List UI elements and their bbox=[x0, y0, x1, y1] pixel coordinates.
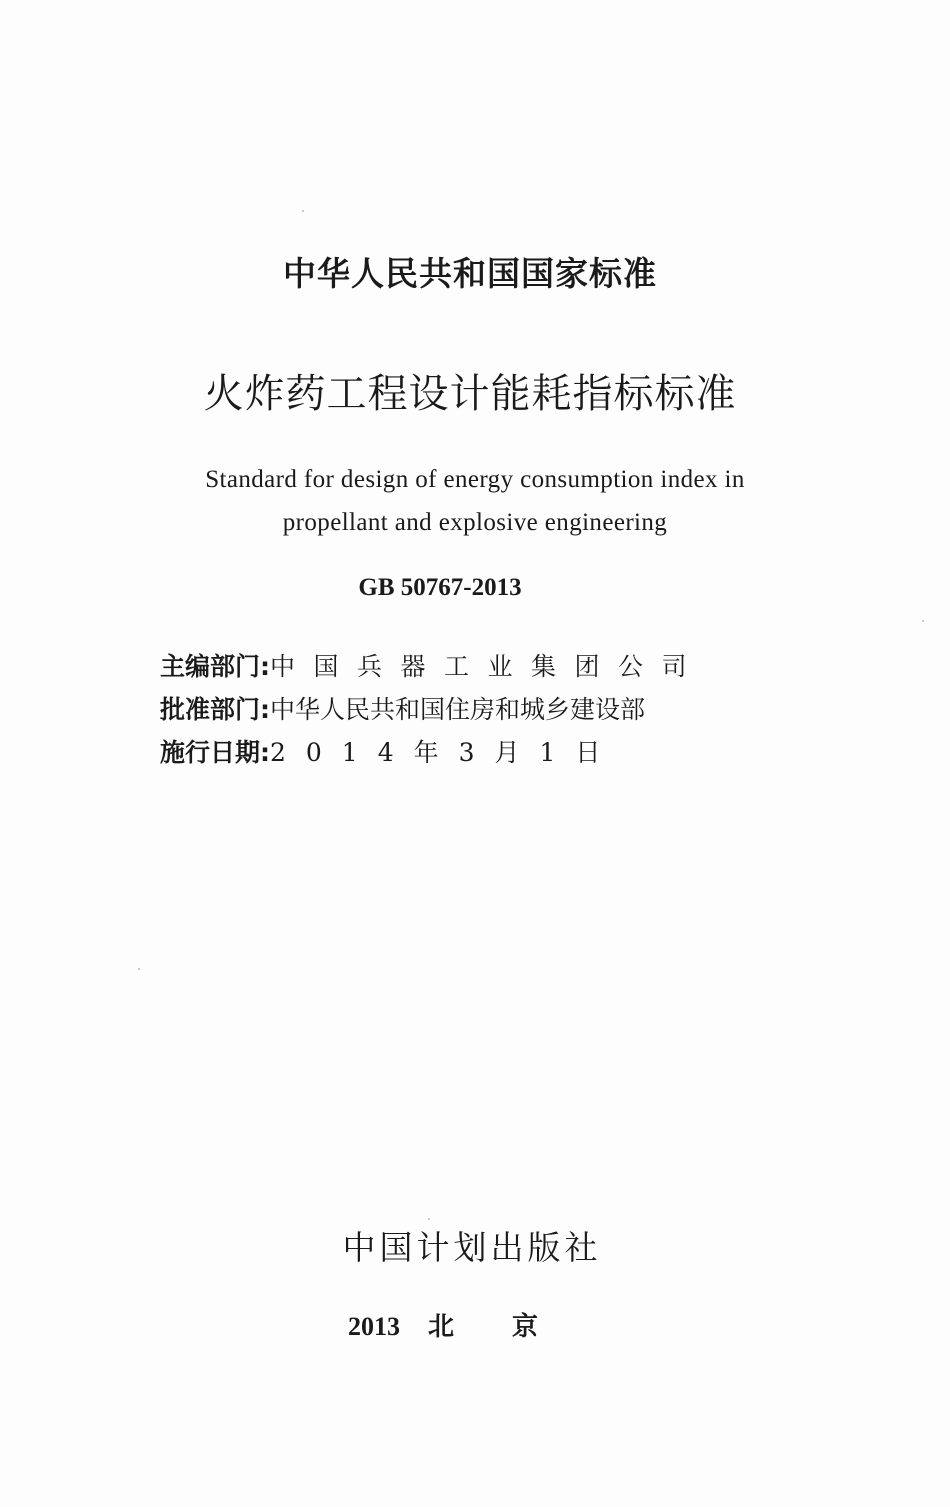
editor-department-label: 主编部门: bbox=[160, 652, 270, 681]
approval-department-row bbox=[160, 688, 645, 728]
scan-speck bbox=[302, 210, 304, 212]
publication-city-second-char: 京 bbox=[512, 1312, 539, 1342]
english-title-line-2: propellant and explosive engineering bbox=[282, 509, 668, 536]
standard-code: GB 50767-2013 bbox=[358, 574, 522, 601]
editor-department-value: 中国兵器工业集团公司 bbox=[270, 652, 706, 681]
english-title bbox=[0, 458, 950, 544]
english-title-line-1: Standard for design of energy consumption index in bbox=[205, 466, 745, 493]
effective-date-label: 施行日期: bbox=[160, 738, 270, 767]
chinese-title: 火炸药工程设计能耗指标标准 bbox=[203, 371, 737, 417]
national-standard-heading: 中华人民共和国国家标准 bbox=[283, 254, 657, 293]
approval-department-value: 中华人民共和国住房和城乡建设部 bbox=[270, 695, 646, 724]
scan-speck bbox=[922, 620, 924, 622]
scan-speck bbox=[138, 968, 140, 970]
publisher-name: 中国计划出版社 bbox=[342, 1228, 602, 1267]
effective-date-value: 2014年3月1日 bbox=[270, 738, 621, 767]
scan-speck bbox=[428, 1218, 430, 1220]
approval-department-label: 批准部门: bbox=[160, 695, 270, 724]
publication-year: 2013 bbox=[347, 1312, 400, 1341]
editor-department-row bbox=[160, 645, 705, 685]
publication-city-first-char: 北 bbox=[427, 1312, 454, 1342]
effective-date-row bbox=[160, 731, 620, 771]
publication-imprint bbox=[0, 1306, 918, 1343]
